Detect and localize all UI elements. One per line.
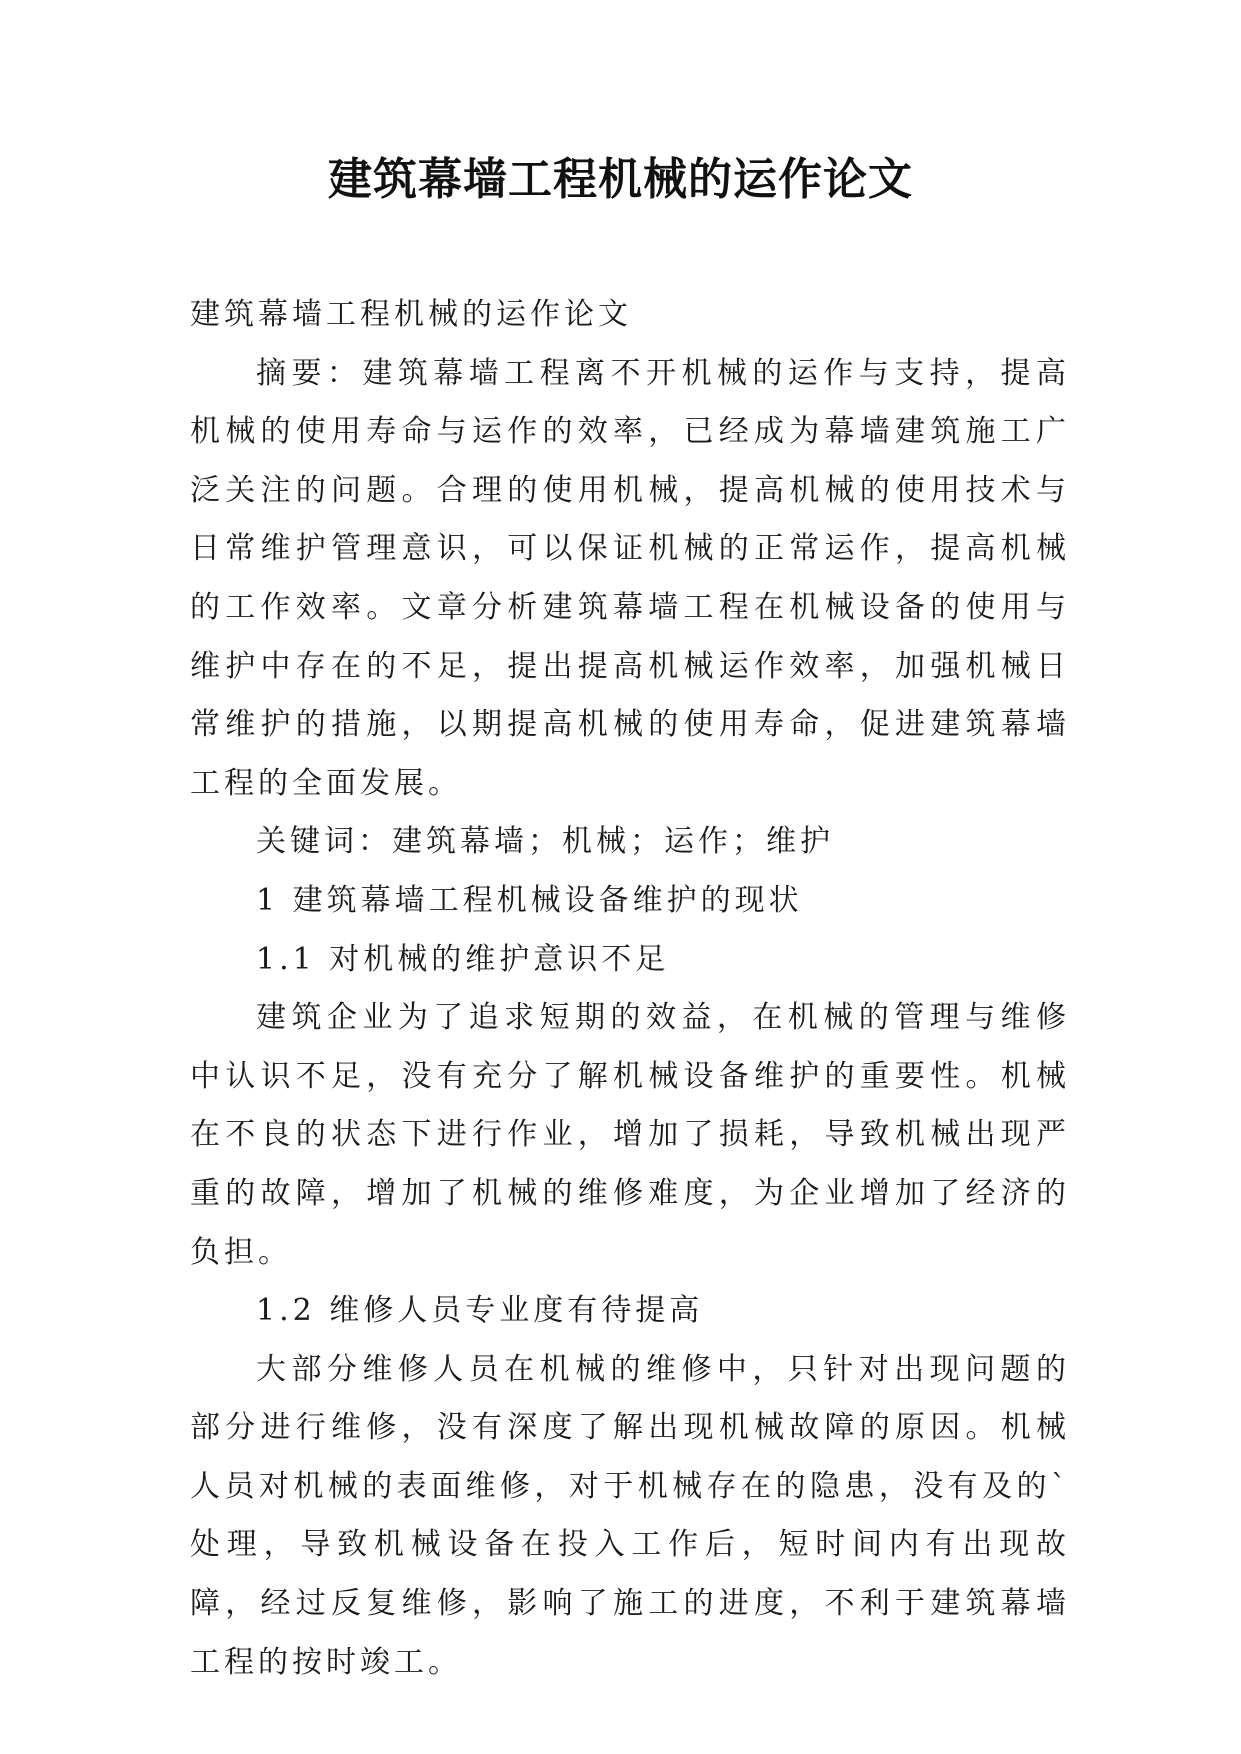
section-heading-1-1: 1.1 对机械的维护意识不足 [256, 941, 670, 977]
document-title: 建筑幕墙工程机械的运作论文 [328, 154, 913, 205]
paragraph-keywords: 关键词：建筑幕墙；机械；运作；维护 [256, 824, 834, 860]
paragraph-subtitle: 建筑幕墙工程机械的运作论文 [190, 297, 632, 332]
section-heading-1: 1 建筑幕墙工程机械设备维护的现状 [256, 882, 803, 918]
document-body [190, 286, 1070, 1692]
section-heading-1-2: 1.2 维修人员专业度有待提高 [256, 1293, 704, 1329]
paragraph-abstract: 摘要：建筑幕墙工程离不开机械的运作与支持，提高机械的使用寿命与运作的效率，已经成为幕墙建筑施工广泛关注的问题。合理的使用机械，提高机械的使用技术与日常维护管理意识，可以保证机械的正常运作，提高机械的工作效率。文章分析建筑幕墙工程在机械设备的使用与维护中存在的不足，提出提高机械运作效率，加强机械日常维护的措施，以期提高机械的使用寿命，促进建筑幕墙工程的全面发展。 [190, 355, 1070, 801]
paragraph-body: 建筑企业为了追求短期的效益，在机械的管理与维修中认识不足，没有充分了解机械设备维护的重要性。机械在不良的状态下进行作业，增加了损耗，导致机械出现严重的故障，增加了机械的维修难度，为企业增加了经济的负担。 [190, 1000, 1070, 1270]
paragraph-body: 大部分维修人员在机械的维修中，只针对出现问题的部分进行维修，没有深度了解出现机械故障的原因。机械人员对机械的表面维修，对于机械存在的隐患，没有及的`处理，导致机械设备在投入工作后，短时间内有出现故障，经过反复维修，影响了施工的进度，不利于建筑幕墙工程的按时竣工。 [190, 1351, 1070, 1680]
